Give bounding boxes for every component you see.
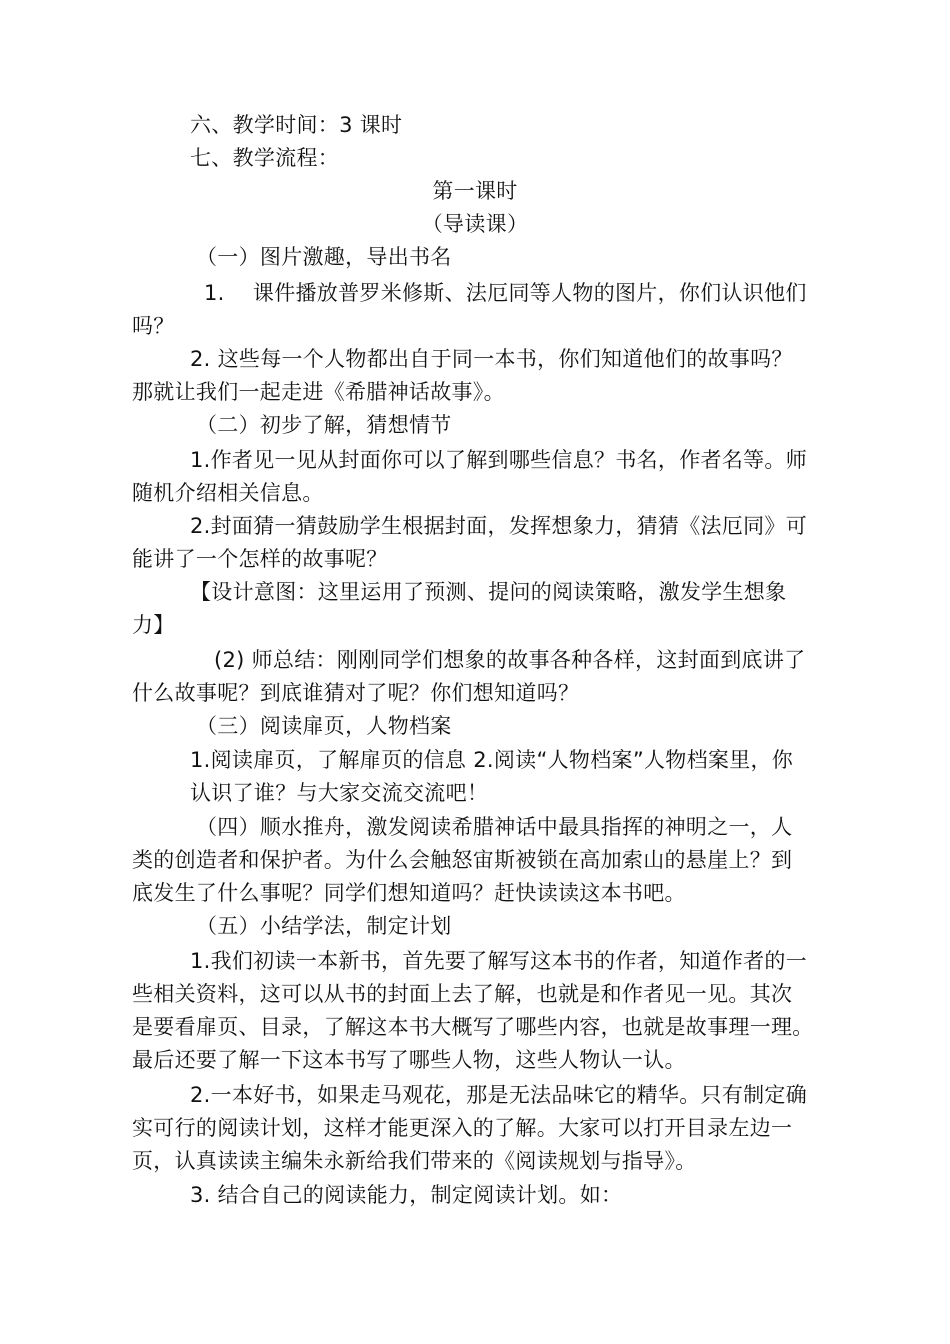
paragraph-line: 认识了谁？与大家交流交流吧！ (190, 781, 489, 805)
paragraph-line: 些相关资料，这可以从书的封面上去了解，也就是和作者见一见。其次 (132, 982, 793, 1006)
paragraph-line: 2.一本好书，如果走马观花，那是无法品味它的精华。只有制定确 (190, 1083, 808, 1107)
paragraph-line: 2.封面猜一猜鼓励学生根据封面，发挥想象力，猜猜《法厄同》可 (190, 514, 808, 538)
paragraph-line: 什么故事呢？到底谁猜对了呢？你们想知道吗？ (132, 681, 580, 705)
lesson-subtitle: （导读课） (421, 212, 529, 236)
paragraph-line: 3. 结合自己的阅读能力，制定阅读计划。如： (190, 1183, 623, 1207)
subsection-heading-5: （五）小结学法，制定计划 (196, 914, 452, 938)
paragraph-line: 1.作者见一见从封面你可以了解到哪些信息？书名，作者名等。师 (190, 448, 808, 472)
paragraph-line: 1.阅读扉页，了解扉页的信息 2.阅读“人物档案”人物档案里，你 (190, 748, 794, 772)
paragraph-line: 那就让我们一起走进《希腊神话故事》。 (132, 380, 505, 404)
paragraph-line: 最后还要了解一下这本书写了哪些人物，这些人物认一认。 (132, 1048, 686, 1072)
paragraph-line: (2) 师总结：刚刚同学们想象的故事各种各样，这封面到底讲了 (214, 648, 806, 672)
paragraph-line: 1.我们初读一本新书，首先要了解写这本书的作者，知道作者的一 (190, 949, 808, 973)
paragraph-line: 是要看扉页、目录，了解这本书大概写了哪些内容，也就是故事理一理。 (132, 1015, 814, 1039)
section-heading-teaching-process: 七、教学流程： (190, 146, 340, 170)
paragraph-line: 随机介绍相关信息。 (132, 481, 324, 505)
subsection-heading-1: （一）图片激趣，导出书名 (196, 245, 452, 269)
lesson-title: 第一课时 (432, 179, 518, 203)
section-heading-teaching-time: 六、教学时间：3 课时 (190, 113, 403, 137)
paragraph-line: 2. 这些每一个人物都出自于同一本书，你们知道他们的故事吗？ (190, 347, 793, 371)
subsection-heading-2: （二）初步了解，猜想情节 (196, 413, 452, 437)
subsection-heading-4: （四）顺水推舟，激发阅读希腊神话中最具指挥的神明之一，人 (196, 815, 793, 839)
design-intent-note: 【设计意图：这里运用了预测、提问的阅读策略，激发学生想象 (190, 580, 787, 604)
paragraph-line: 吗？ (132, 314, 175, 338)
paragraph-line: 页，认真读读主编朱永新给我们带来的《阅读规划与指导》。 (132, 1149, 697, 1173)
design-intent-note: 力】 (132, 613, 175, 637)
paragraph-line: 实可行的阅读计划，这样才能更深入的了解。大家可以打开目录左边一 (132, 1116, 793, 1140)
paragraph-line: 1. 课件播放普罗米修斯、法厄同等人物的图片，你们认识他们 (204, 281, 807, 305)
subsection-heading-3: （三）阅读扉页，人物档案 (196, 714, 452, 738)
paragraph-line: 能讲了一个怎样的故事呢？ (132, 547, 388, 571)
paragraph-line: 底发生了什么事呢？同学们想知道吗？赶快读读这本书吧。 (132, 881, 686, 905)
paragraph-line: 类的创造者和保护者。为什么会触怒宙斯被锁在高加索山的悬崖上？到 (132, 848, 793, 872)
